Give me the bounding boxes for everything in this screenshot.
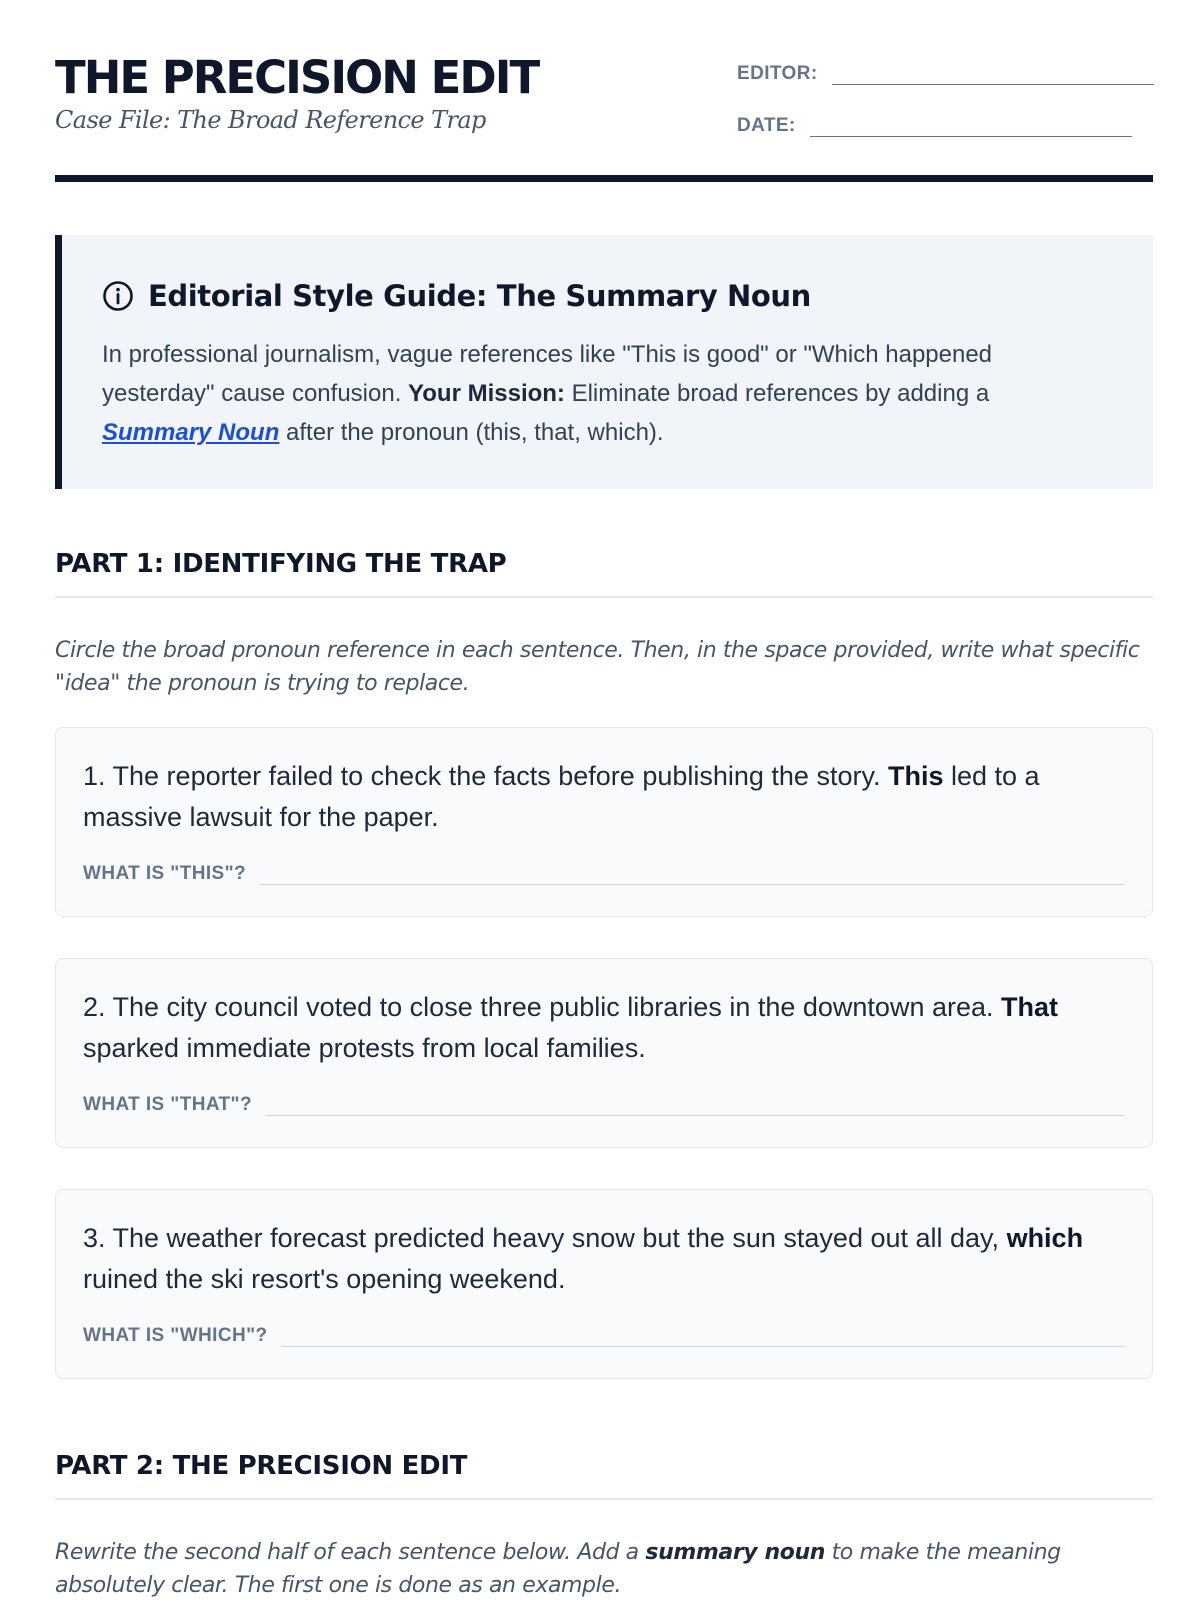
callout-header — [102, 279, 811, 313]
date-input-line[interactable] — [810, 110, 1132, 137]
sentence-start: 3. The weather forecast predicted heavy snow but the sun stayed out all day, — [83, 1223, 1007, 1253]
editor-field — [737, 58, 1154, 85]
question-card-2 — [55, 958, 1153, 1148]
header-divider — [55, 175, 1153, 182]
answer-row — [83, 1089, 1125, 1116]
callout-body — [102, 335, 1102, 452]
answer-row — [83, 858, 1125, 885]
question-sentence — [83, 987, 1128, 1069]
answer-input-line[interactable] — [260, 858, 1125, 885]
sentence-end: sparked immediate protests from local families. — [83, 1033, 646, 1063]
part1-heading — [55, 544, 1153, 598]
part2-instructions-start: Rewrite the second half of each sentence below. Add a — [55, 1540, 646, 1565]
callout-title: Editorial Style Guide: The Summary Noun — [148, 279, 811, 313]
worksheet-title: THE PRECISION EDIT — [55, 51, 539, 104]
callout-end: after the pronoun (this, that, which). — [279, 419, 664, 446]
question-card-1 — [55, 727, 1153, 917]
sentence-end: ruined the ski resort's opening weekend. — [83, 1264, 566, 1294]
mission-text: Eliminate broad references by adding a — [564, 380, 990, 407]
question-card-3 — [55, 1189, 1153, 1379]
editor-label: EDITOR: — [737, 63, 818, 84]
pronoun: which — [1006, 1223, 1084, 1253]
editor-input-line[interactable] — [832, 58, 1154, 85]
callout-intro: In professional journalism, vague references like "This is good" or "Which happened yesterday" cause confusion. — [102, 341, 993, 407]
question-sentence — [83, 1218, 1128, 1300]
part2-heading — [55, 1446, 1153, 1500]
part2-instructions-bold: summary noun — [645, 1540, 825, 1565]
date-field — [737, 110, 1132, 137]
part1-title: PART 1: IDENTIFYING THE TRAP — [55, 549, 507, 579]
question-sentence — [83, 756, 1128, 838]
worksheet-subtitle: Case File: The Broad Reference Trap — [55, 106, 486, 134]
answer-label: WHAT IS "THIS"? — [83, 863, 246, 884]
worksheet-header — [55, 50, 1153, 182]
pronoun: This — [887, 761, 944, 791]
answer-label: WHAT IS "WHICH"? — [83, 1325, 268, 1346]
sentence-start: 1. The reporter failed to check the facts before publishing the story. — [83, 761, 888, 791]
answer-input-line[interactable] — [266, 1089, 1125, 1116]
summary-noun-link[interactable]: Summary Noun — [102, 419, 280, 446]
pronoun: That — [1001, 992, 1058, 1022]
sentence-end: led to a massive lawsuit for the paper. — [83, 761, 1040, 832]
part2-instructions — [55, 1536, 1153, 1602]
answer-row — [83, 1320, 1125, 1347]
date-label: DATE: — [737, 115, 796, 136]
style-guide-callout — [55, 235, 1153, 489]
answer-label: WHAT IS "THAT"? — [83, 1094, 252, 1115]
info-circle-icon — [102, 280, 134, 312]
mission-label: Your Mission: — [408, 380, 565, 407]
part2-title: PART 2: THE PRECISION EDIT — [55, 1451, 468, 1481]
answer-input-line[interactable] — [281, 1320, 1125, 1347]
part1-instructions: Circle the broad pronoun reference in each sentence. Then, in the space provided, write what specific "idea" the pronoun is trying to replace. — [55, 638, 1140, 696]
sentence-start: 2. The city council voted to close three public libraries in the downtown area. — [83, 992, 1001, 1022]
part2-instructions-end: to make the meaning absolutely clear. The first one is done as an example. — [55, 1540, 1061, 1598]
